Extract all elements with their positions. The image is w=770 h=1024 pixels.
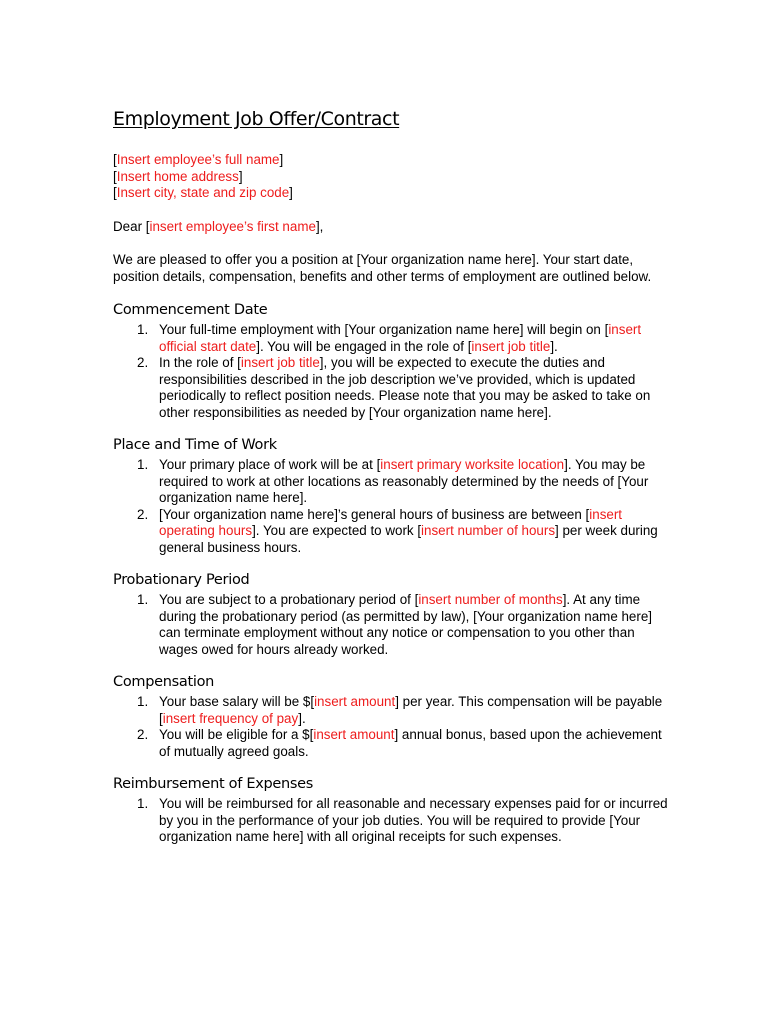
list-number: 2. [137,727,149,742]
section-list [113,796,673,846]
sections [113,302,673,846]
section-heading: Probationary Period [113,572,250,588]
section-heading: Place and Time of Work [113,437,277,453]
list-item: 1. Your base salary will be $[insert amount] per year. This compensation will be payable [insert frequency of pay]. [137,694,663,726]
list-item: 1. You are subject to a probationary period of [insert number of months]. At any time during the probationary period (as permitted by law), [Your organization name here] can terminate employment without any notice or compensation to you other than wages owed for hours already worked. [137,592,653,657]
list-number: 1. [137,694,149,709]
placeholder-text: insert official start date [159,322,642,354]
address-line: [Insert employee’s full name] [113,152,284,167]
list-number: 1. [137,796,149,811]
list-number: 1. [137,592,149,607]
placeholder-text: Insert employee’s full name [116,152,280,167]
list-item: 1. Your full-time employment with [Your organization name here] will begin on [insert official start date]. You will be engaged in the role of [insert job title]. [137,322,642,354]
greeting: Dear [insert employee’s first name], [113,218,324,234]
list-item: 2. In the role of [insert job title], you will be expected to execute the duties and responsibilities described in the job description we’ve provided, which is updated periodically to reflect position needs. Please note that you may be asked to take on other responsibilities as needed by [Your organization name here]. [137,355,651,420]
placeholder-text: insert primary worksite location [380,457,565,472]
section-list [113,457,673,556]
placeholder-text: insert job title [240,355,320,370]
address-line: [Insert city, state and zip code] [113,185,293,200]
list-number: 2. [137,506,149,522]
document-title: Employment Job Offer/Contract [113,108,400,130]
list-number: 2. [137,355,149,370]
list-item: 2. [Your organization name here]’s general hours of business are between [insert operating hours]. You are expected to work [insert number of hours] per week during general business hours. [137,506,658,555]
section-list [113,694,673,760]
placeholder-text: insert number of hours [421,523,556,538]
placeholder-text: insert employee’s first name [149,218,316,234]
address-block [113,152,673,202]
section-list [113,592,673,658]
list-item: 2. You will be eligible for a $[insert amount] annual bonus, based upon the achievement of mutually agreed goals. [137,727,662,759]
document-body [113,108,673,862]
section-list [113,322,673,421]
address-line: [Insert home address] [113,168,243,184]
intro-paragraph: We are pleased to offer you a position at [Your organization name here]. Your start date, position details, compensation, benefits and other terms of employment are outlined below. [113,252,652,284]
section-heading: Compensation [113,674,215,690]
placeholder-text: insert frequency of pay [162,710,299,726]
placeholder-text: insert amount [314,694,396,709]
placeholder-text: insert amount [313,727,395,742]
placeholder-text: Insert home address [116,168,239,184]
list-number: 1. [137,322,149,337]
section-heading: Reimbursement of Expenses [113,776,314,792]
placeholder-text: insert job title [471,338,551,354]
list-number: 1. [137,457,149,472]
section-heading: Commencement Date [113,302,268,318]
placeholder-text: Insert city, state and zip code [116,185,290,200]
placeholder-text: insert number of months [418,592,563,607]
list-item: 1. Your primary place of work will be at [insert primary worksite location]. You may be required to work at other locations as reasonably determined by the needs of [Your organization name here]. [137,457,649,505]
list-item: 1. You will be reimbursed for all reasonable and necessary expenses paid for or incurred by you in the performance of your job duties. You will be required to provide [Your organization name here] with all original receipts for such expenses. [137,796,668,844]
placeholder-text: insert operating hours [159,506,623,538]
